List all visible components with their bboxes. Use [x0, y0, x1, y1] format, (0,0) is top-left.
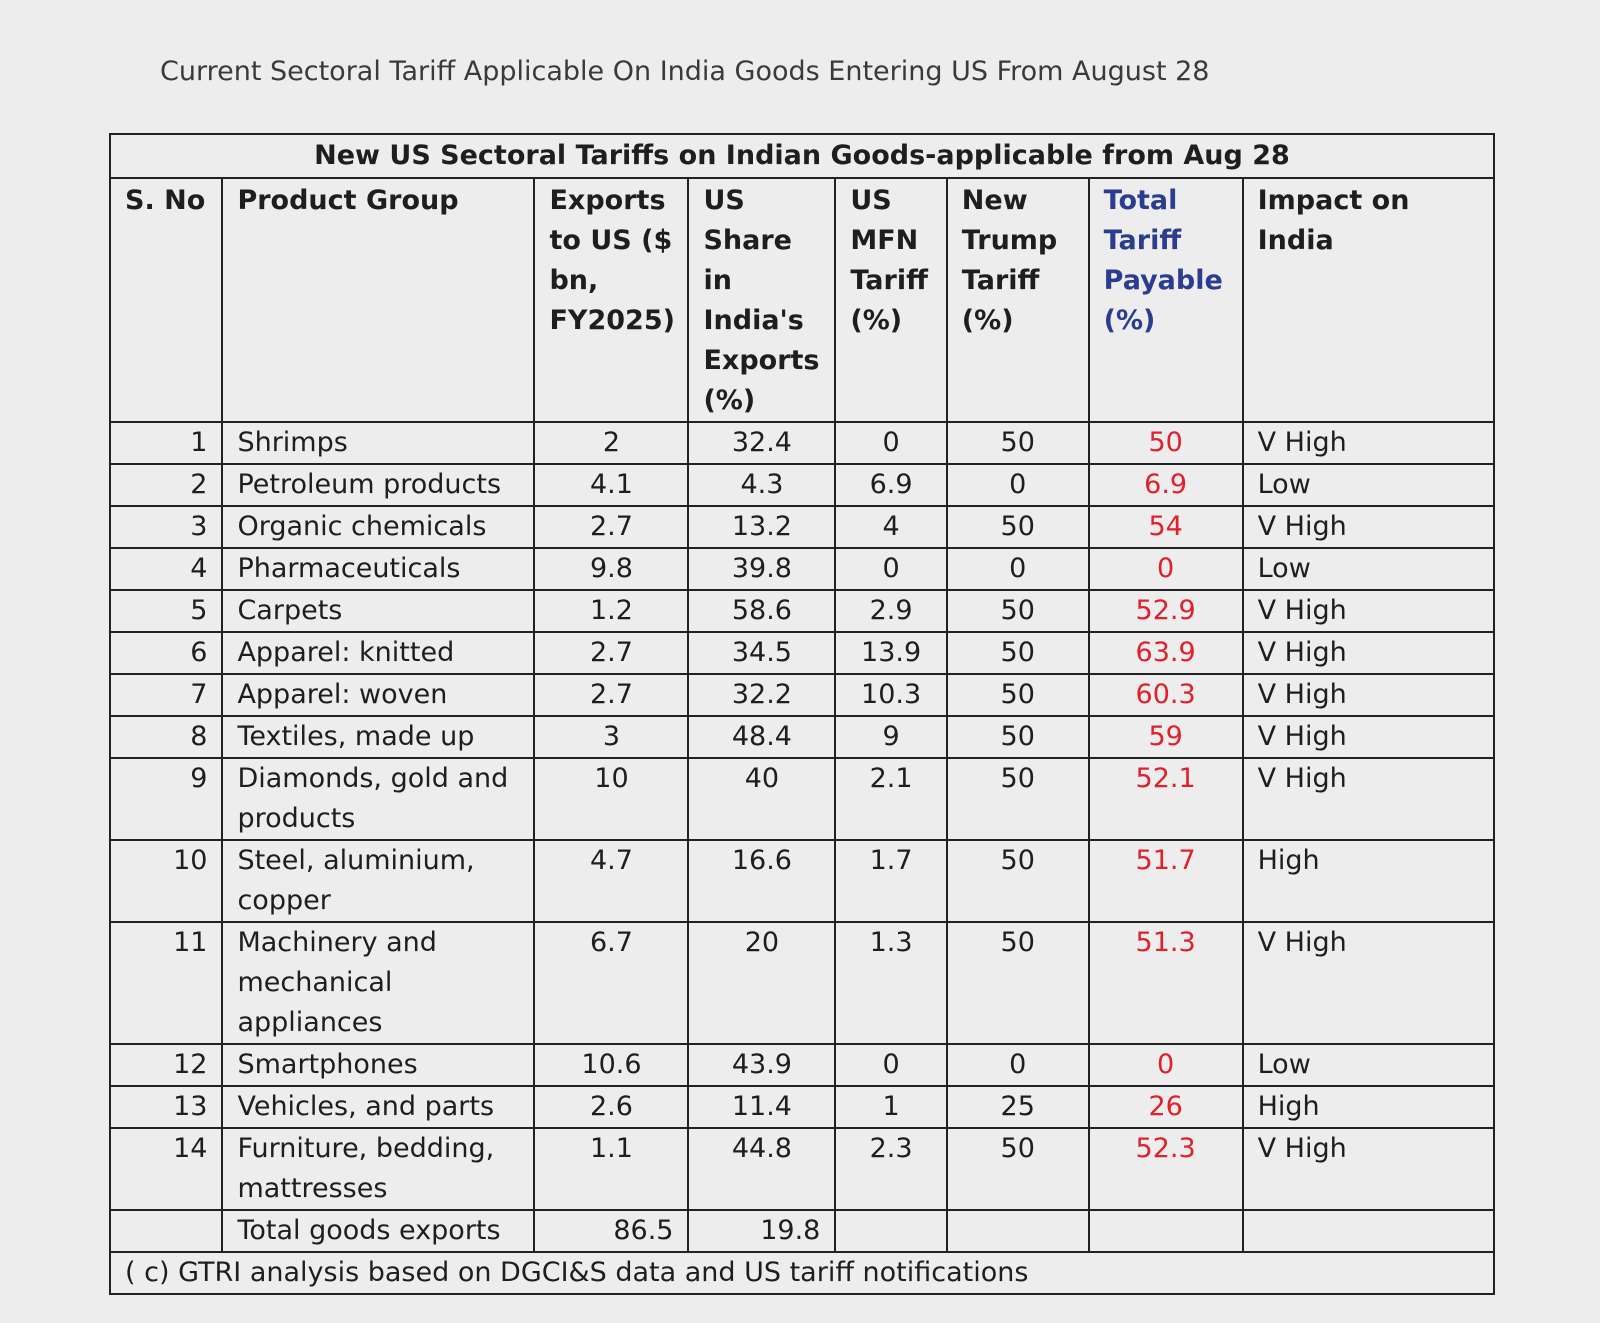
cell-sno: 9: [110, 758, 222, 840]
cell-impact: V High: [1243, 758, 1494, 840]
cell-total: 26: [1089, 1086, 1243, 1128]
cell-product: Steel, aluminium, copper: [222, 840, 534, 922]
cell-share: 48.4: [688, 716, 835, 758]
cell-sno: 6: [110, 632, 222, 674]
cell-impact: V High: [1243, 716, 1494, 758]
table-row: [110, 464, 1494, 506]
cell-exports: 1.1: [534, 1128, 688, 1210]
cell-share: 20: [688, 922, 835, 1044]
cell-exports: 4.7: [534, 840, 688, 922]
cell-trump: 50: [947, 840, 1089, 922]
total-sno: [110, 1210, 222, 1252]
cell-mfn: 0: [835, 422, 946, 464]
cell-mfn: 1.7: [835, 840, 946, 922]
cell-product: Pharmaceuticals: [222, 548, 534, 590]
cell-trump: 50: [947, 506, 1089, 548]
cell-mfn: 9: [835, 716, 946, 758]
table-row: [110, 422, 1494, 464]
cell-share: 44.8: [688, 1128, 835, 1210]
header-exports: Exports to US ($ bn, FY2025): [534, 178, 688, 422]
cell-exports: 2: [534, 422, 688, 464]
cell-trump: 50: [947, 422, 1089, 464]
table-row: [110, 674, 1494, 716]
header-mfn-tariff: US MFN Tariff (%): [835, 178, 946, 422]
header-row: [110, 178, 1494, 422]
cell-total: 0: [1089, 548, 1243, 590]
cell-mfn: 2.3: [835, 1128, 946, 1210]
footer-row: [110, 1252, 1494, 1294]
cell-impact: V High: [1243, 922, 1494, 1044]
total-share: 19.8: [688, 1210, 835, 1252]
cell-sno: 12: [110, 1044, 222, 1086]
cell-exports: 6.7: [534, 922, 688, 1044]
cell-product: Carpets: [222, 590, 534, 632]
total-empty: [1089, 1210, 1243, 1252]
cell-sno: 5: [110, 590, 222, 632]
cell-sno: 1: [110, 422, 222, 464]
cell-exports: 2.6: [534, 1086, 688, 1128]
cell-product: Apparel: woven: [222, 674, 534, 716]
cell-sno: 7: [110, 674, 222, 716]
cell-share: 39.8: [688, 548, 835, 590]
cell-total: 59: [1089, 716, 1243, 758]
cell-mfn: 4: [835, 506, 946, 548]
cell-trump: 0: [947, 1044, 1089, 1086]
cell-exports: 10: [534, 758, 688, 840]
cell-exports: 9.8: [534, 548, 688, 590]
table-row: [110, 840, 1494, 922]
cell-sno: 10: [110, 840, 222, 922]
cell-exports: 4.1: [534, 464, 688, 506]
cell-total: 6.9: [1089, 464, 1243, 506]
cell-trump: 25: [947, 1086, 1089, 1128]
total-empty: [1243, 1210, 1494, 1252]
cell-share: 32.4: [688, 422, 835, 464]
cell-impact: V High: [1243, 1128, 1494, 1210]
cell-product: Textiles, made up: [222, 716, 534, 758]
cell-share: 4.3: [688, 464, 835, 506]
cell-sno: 4: [110, 548, 222, 590]
cell-share: 13.2: [688, 506, 835, 548]
cell-share: 34.5: [688, 632, 835, 674]
cell-mfn: 1: [835, 1086, 946, 1128]
cell-sno: 8: [110, 716, 222, 758]
total-row: [110, 1210, 1494, 1252]
cell-share: 40: [688, 758, 835, 840]
cell-total: 63.9: [1089, 632, 1243, 674]
cell-share: 43.9: [688, 1044, 835, 1086]
cell-impact: High: [1243, 1086, 1494, 1128]
table-title: New US Sectoral Tariffs on Indian Goods-applicable from Aug 28: [110, 134, 1494, 178]
table-row: [110, 922, 1494, 1044]
cell-mfn: 13.9: [835, 632, 946, 674]
cell-sno: 11: [110, 922, 222, 1044]
cell-trump: 50: [947, 758, 1089, 840]
table-row: [110, 632, 1494, 674]
cell-mfn: 2.9: [835, 590, 946, 632]
cell-sno: 13: [110, 1086, 222, 1128]
cell-exports: 3: [534, 716, 688, 758]
table-row: [110, 506, 1494, 548]
cell-mfn: 6.9: [835, 464, 946, 506]
cell-total: 52.9: [1089, 590, 1243, 632]
cell-product: Smartphones: [222, 1044, 534, 1086]
cell-total: 52.1: [1089, 758, 1243, 840]
cell-impact: V High: [1243, 590, 1494, 632]
header-total-tariff: Total Tariff Payable (%): [1089, 178, 1243, 422]
cell-trump: 50: [947, 922, 1089, 1044]
cell-product: Shrimps: [222, 422, 534, 464]
cell-mfn: 0: [835, 548, 946, 590]
cell-exports: 1.2: [534, 590, 688, 632]
cell-exports: 10.6: [534, 1044, 688, 1086]
cell-impact: V High: [1243, 506, 1494, 548]
cell-total: 54: [1089, 506, 1243, 548]
total-label: Total goods exports: [222, 1210, 534, 1252]
total-empty: [947, 1210, 1089, 1252]
cell-trump: 50: [947, 674, 1089, 716]
header-product-group: Product Group: [222, 178, 534, 422]
cell-share: 58.6: [688, 590, 835, 632]
cell-product: Apparel: knitted: [222, 632, 534, 674]
cell-trump: 50: [947, 716, 1089, 758]
header-us-share: US Share in India's Exports (%): [688, 178, 835, 422]
cell-impact: V High: [1243, 632, 1494, 674]
table-row: [110, 590, 1494, 632]
cell-product: Petroleum products: [222, 464, 534, 506]
cell-total: 51.7: [1089, 840, 1243, 922]
cell-impact: Low: [1243, 1044, 1494, 1086]
cell-impact: High: [1243, 840, 1494, 922]
table-row: [110, 758, 1494, 840]
cell-product: Organic chemicals: [222, 506, 534, 548]
cell-mfn: 0: [835, 1044, 946, 1086]
cell-trump: 50: [947, 632, 1089, 674]
header-impact: Impact on India: [1243, 178, 1494, 422]
cell-sno: 2: [110, 464, 222, 506]
cell-product: Vehicles, and parts: [222, 1086, 534, 1128]
cell-trump: 50: [947, 1128, 1089, 1210]
cell-share: 11.4: [688, 1086, 835, 1128]
cell-mfn: 1.3: [835, 922, 946, 1044]
header-trump-tariff: New Trump Tariff (%): [947, 178, 1089, 422]
cell-sno: 14: [110, 1128, 222, 1210]
table-row: [110, 1086, 1494, 1128]
cell-impact: Low: [1243, 548, 1494, 590]
cell-impact: V High: [1243, 422, 1494, 464]
total-empty: [835, 1210, 946, 1252]
table-row: [110, 548, 1494, 590]
cell-total: 50: [1089, 422, 1243, 464]
cell-product: Furniture, bedding, mattresses: [222, 1128, 534, 1210]
tariff-table: [109, 133, 1495, 1295]
cell-exports: 2.7: [534, 632, 688, 674]
cell-share: 16.6: [688, 840, 835, 922]
cell-sno: 3: [110, 506, 222, 548]
cell-impact: Low: [1243, 464, 1494, 506]
cell-total: 0: [1089, 1044, 1243, 1086]
total-exports: 86.5: [534, 1210, 688, 1252]
cell-total: 52.3: [1089, 1128, 1243, 1210]
page-caption: Current Sectoral Tariff Applicable On India Goods Entering US From August 28: [160, 56, 1210, 87]
table-row: [110, 1128, 1494, 1210]
cell-mfn: 2.1: [835, 758, 946, 840]
cell-trump: 50: [947, 590, 1089, 632]
cell-mfn: 10.3: [835, 674, 946, 716]
cell-exports: 2.7: [534, 674, 688, 716]
table-row: [110, 716, 1494, 758]
cell-impact: V High: [1243, 674, 1494, 716]
table-row: [110, 1044, 1494, 1086]
cell-total: 60.3: [1089, 674, 1243, 716]
cell-product: Diamonds, gold and products: [222, 758, 534, 840]
header-sno: S. No: [110, 178, 222, 422]
cell-trump: 0: [947, 548, 1089, 590]
cell-exports: 2.7: [534, 506, 688, 548]
table-body: [110, 422, 1494, 1294]
cell-total: 51.3: [1089, 922, 1243, 1044]
cell-share: 32.2: [688, 674, 835, 716]
source-note: ( c) GTRI analysis based on DGCI&S data and US tariff notifications: [110, 1252, 1494, 1294]
cell-trump: 0: [947, 464, 1089, 506]
cell-product: Machinery and mechanical appliances: [222, 922, 534, 1044]
